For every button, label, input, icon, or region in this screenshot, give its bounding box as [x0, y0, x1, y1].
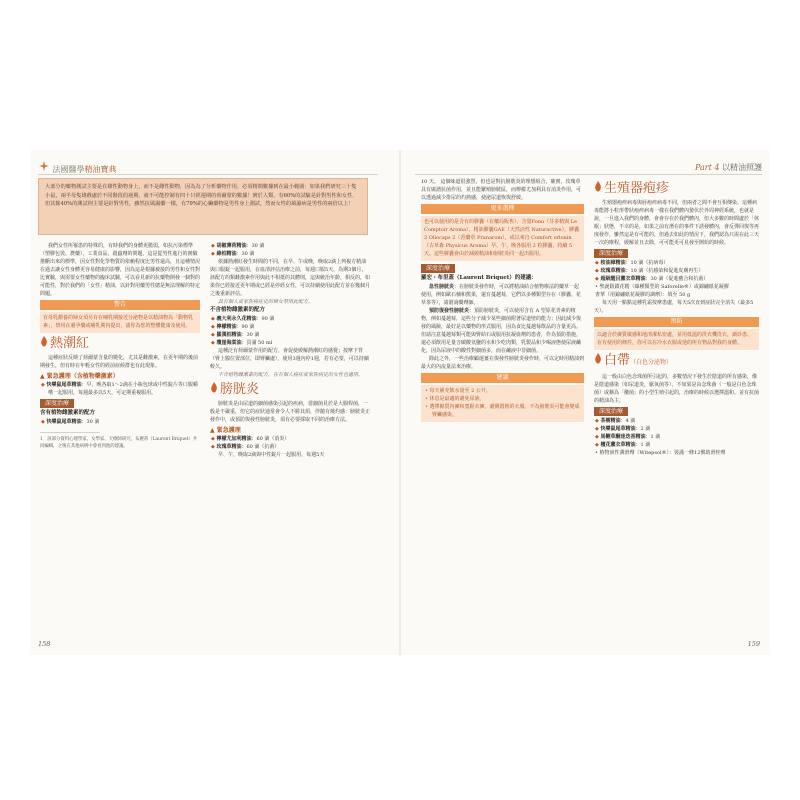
italic-note: 不含植物雌激素的配方，在有個人癌症或家族病史的女性也適用。 [218, 372, 364, 378]
deep-treatment-tag: 深度治療 [594, 249, 628, 258]
list-item: • 聖誕鈕鎖花精（綠種類型的 Saforelle®）或錦繡紙花凝膠 [595, 284, 729, 290]
list-item: ◆ 快樂鼠尾草精油：早，晚各取1～2滴在小瓶包球或中性錠片等口服嚼嚐一起服用，每週最多以5天，可定期重複服用。 [41, 382, 198, 396]
list-item: ◆ 羅漢柏精油：30 滴 [211, 332, 260, 338]
paragraph: 這種症狀反映了荷爾蒙含量的變化，尤其是雌激素，在更年期的後前期發生，但有時在年輕女性的經前症候群也有此現象。 [40, 355, 199, 369]
list-item: ◆ 胡椒薄荷精油：30 滴 [211, 243, 265, 249]
section-title-cystitis: 膀胱炎 [210, 382, 370, 398]
urgent-care-heading: ▲ 緊急護理 [210, 427, 241, 434]
list-item: ◆ 超級醒目薰衣草精油：30 滴（促進癒合和抗菌） [595, 276, 709, 282]
page-number: 159 [747, 640, 760, 648]
list-item: ◆ 檸檬精油：90 滴 [211, 324, 255, 330]
paragraph: 依據熱潮紅發生時間的不同，在早、午或晚，晚取2滴上列複方精油與口服錠一起服用，在血清評估治療之前，每週口服5天，為期3個月，該配方的類雌激素作用與此不相抵的其體則，這與統治年齡，相反的，如果你已經接近更年期或已經是停經女性，可以持續使用此配方並在幾個月之後重新評估。 [210, 259, 370, 297]
list-item: • 植物液性潤滑劑（Witepsol®）：裝滿一條12號助滑栓劑 [595, 450, 726, 456]
italic-note: 具有個人或家族癌症史的婦女禁用此配方。 [218, 299, 314, 305]
list-item: ◆ 義大利永久花精油：90 滴 [211, 316, 275, 322]
list-item: 書華（用錦繡紙花凝膠的調劑）：填至 50 g [595, 292, 691, 298]
paragraph: 這種泛有荷爾蒙作用的配方，會促使緩解熱潮紅的感覺；按摩下背（腎上腺位置部位，即腎臟處），使用3週內停1週，若有必要，可以持續較久。 [210, 348, 369, 370]
paragraph: 我們女性所罹患的特殊的，有時我們的身體更脆弱，如抗污染標準（塑膠包裝、農藥），工業食品，殺蟲劑的問題，這是從男性進行的實驗推斷出來的標準，因女性對化學物質的依賴程度比男性還高，且這種情況在過去讓女性身體更容易健康的影響，因為這是根據被接的男性和女性對比實驗，與需要女性藥物的臨床試驗，可以看見新的抗藥物開發一個對的可能性，對於我們的「女性」精油，以針對用藥男性總是無法理解的特定問題。 [40, 243, 200, 297]
section-flame-icon [210, 382, 218, 394]
urgent-care-heading: ▲ 緊急護理（含植物藥激素） [40, 373, 119, 380]
left-running-head: 法國醫學精油寶典 [38, 160, 117, 175]
right-running-head: Part 4 以精油照護 [694, 163, 762, 172]
page-number: 158 [38, 640, 51, 648]
deep-treatment-tag: 深度治療 [421, 264, 455, 273]
paragraph: 早、午，晚取2滴與中性錠片一起服用，每週5天 [218, 452, 325, 458]
list-item: ◆ 玫瑰草精油：60 滴（抗菌） [211, 444, 280, 450]
list-item: ◆ 茶樹精油：4 滴 [595, 418, 636, 424]
list-item: ◆ 玫瑰草精油：10 滴（抗感染和促進皮膚再生） [595, 268, 704, 274]
book-spread [30, 150, 770, 655]
paragraph: 急性膀胱炎：在膀胱炎發作時，可以將精油結合植物療法的藥草一起使用，例如歐石楠和熊果，還有蔓越莓，它們以多種類型存在（膠囊、花草茶等），請諮詢藥劑師。 [421, 284, 582, 306]
header-rule [38, 174, 378, 175]
list-item: ◆ 瓊崖海棠油：買滿 50 ml [211, 340, 273, 346]
advice-bar: 建議 [421, 373, 584, 383]
paragraph: 10 天。 這個味道很強烈，但也是對抗膀胱炎的理想組合，確實，玫瑰草具有廣譜抗菌作用，並且能繁殖膀胱區，而檸檬尤加利具有消炎作用，可以透過減少排尿的灼熱感，使泌尿道恢復舒緩。 [421, 179, 582, 201]
paragraph: 預防復發性膀胱炎：預防膀胱炎，可以使用含有 A 型原花青素的植物，例如蔓越莓，這些分子減少某些細菌附著尿道壁的能力；因此減少復發的風險，最好是以藥物的形式服用，因為食比蔓越莓飲品的含量更高。但請注意蔓越莓類可能與腎結石或服用抗凝血劑的患者，作為預防措施，還必須飲用足量含碳酸氫鹽的水和少吃肉類，乳製品和少喝液態使尿液鹼化，因為尿液中的酸性對細菌多，而在鹼液中非細菌。 [421, 308, 582, 354]
pin-icon: ▲ [40, 373, 47, 380]
list-item: ◆ 檸檬尤加利精油：60 滴（消炎） [211, 436, 290, 442]
formula-subheading: 含有植物雌激素的配方 [40, 410, 96, 416]
paragraph: 生殖器疱疹病毒與唇疱疹病毒不同，但兩者之間不會互相傳染。這種病毒能將小粒形帶狀疱疹病毒一樣在我們體內蟄伏於外周神經系統，也就是說，一旦進入我們的身體，會會存在於我們體內，但大多數的時間處於「休眠」狀態，不幸的是，如果之前有潛在的事件下誘發體內，會反彈回復等再度發作，雖然這是有可能的，但過去如此的情況下，我們認為只需在此三天一次的療程，緩解並且去除，可可能更可見發至開始的時候。 [594, 200, 759, 246]
pin-icon: ▲ [210, 427, 217, 434]
section-title-leukorrhea: 白帶（白色分泌物） [594, 353, 759, 371]
left-page [30, 150, 399, 655]
left-col-2 [210, 242, 370, 637]
more-choice-note: 也可以使用的是含有的膠囊（在藥局販售），含量Fonu（芬多精與 Le Comptoir Aroma）、精油膠囊GAE（天然活性 Naturactive），膠囊 2 Oliocaps 2（香藥草 Pranarom），或以來自 Comfort orlonin（古草森 Physicus Aroma）早、午、晚各服用 2 粒膠囊，持續 5 天。這些膠囊會由於減緩精油和膀胱炎同一起出服用。 [421, 216, 584, 261]
paragraph: 這一般由白色念珠菌所引起的，多數情況下發生於陰道的所有感染，像是陰道感染（如尿道炎，厭氧菌等），不如果是由念珠菌（一般是白色念珠菌）或稱為「黴菌」的小型生殖引起的，治療的時候以選擇溫和、並有抗菌的精油為主。 [594, 374, 759, 404]
paragraph: 除此之外，一些治療顧運薑在復發性膀胱炎發作時，可以定時用精油到最大的內流量法來治療。 [421, 356, 584, 370]
prevention-bar: 預防 [594, 317, 759, 327]
section-title-hot-flash: 熱潮紅 [40, 336, 200, 352]
right-col-2 [594, 178, 759, 633]
footnote-rule [40, 432, 100, 433]
advice-note: • 每天補充飲水量至 2 公升。 • 休息是最適的避免尿液。 • 選擇棉質內褲和寬鬆衣褲，避開悶熱的衣服。不為膀胱炎可能會變成腎臟感染。 [421, 385, 584, 422]
warning-bar: 警告 [40, 300, 200, 310]
prevention-note: 以適合於膚質敏感和地清潔私密處，並用低溫的洗衣機洗衣，讀診患、在有使用的條件，你可以在冷水衣服或他的所有物品對我的身體。 [594, 329, 759, 350]
deep-treatment-tag: 深度治療 [40, 399, 74, 408]
warning-note: 有母乳餵養的婦女須另有在哺乳期接近分泌物是以精油物為「動物乳素」，禁用在避孕藥或哺乳期內提出，請你為您的整體健康及使用。 [40, 312, 200, 333]
section-flame-icon [594, 353, 602, 365]
list-item: ◆ 馬鞭草酮迷迭香精油：1 滴 [595, 434, 661, 440]
list-item: ◆ 綠柏精油：30 滴 [211, 251, 255, 257]
list-item: ◆ 快樂鼠尾草精油：30 滴 [41, 419, 100, 425]
footnote: 1 該部分資料心理學家、女學家、天療師研究，布麗蒂（Laurent Briquet）共同編輯，之後在其他病例中會看到他的建議。 [40, 437, 198, 449]
section-flame-icon [594, 181, 602, 193]
section-flame-icon [40, 336, 48, 348]
paragraph: 膀胱炎是由尿道的細菌感染引起的疾病，當細菌見於是大腸桿菌，一般是不嚴重，但它的症狀通常會令人不勝其煩，伴隨有燒灼感：膀胱炎正發作中，或預防復發性膀胱炎，須有必要採取不同的治療方法。 [210, 401, 370, 423]
paragraph: 每天用一點點這種乳霜按摩患處，每天5次直到症狀完全消失（最多5天）。 [594, 300, 754, 314]
flower-icon [38, 165, 53, 174]
header-rule [415, 174, 762, 175]
advisor-name: 羅宏・布里蓋（Laurent Briquet）的建議： [421, 275, 537, 281]
intro-box: 大部分的藥物測試主要是在雄性動物身上，而不是雌性動物，因為為了分析藥物作用，必須精簡數據到在最小範圍：如果我們研究三十隻小鼠，兩半母隻雄戲處於不同階段的週期，就不可能控制有四十只經週期的荷爾蒙的數據！實於人類，有60%的試驗是針對男性和女性，但其餘40%的測試則主要是針對男性，雖然抗風濕藥一樣，有79%的心臟藥物是男性身上測試，然而女性的風濕病是男性的兩倍以上！ [38, 178, 368, 235]
formula-subheading: 不含植物雌激素的配方 [210, 307, 266, 313]
list-item: ◆ 快樂鼠尾草精油：2 滴 [595, 426, 651, 432]
section-title-genital-herpes: 生殖器疱疹 [594, 181, 759, 197]
left-col-1 [40, 242, 200, 637]
right-col-1 [421, 178, 584, 633]
more-choice-bar: 更多選擇 [421, 204, 584, 214]
right-page [401, 150, 770, 655]
list-item: ◆ 桉油樟精油：10 滴（抗病毒） [595, 260, 669, 266]
deep-treatment-tag: 深度治療 [594, 407, 628, 416]
list-item: ◆ 檀花薰衣草精油：1 滴 [595, 442, 651, 448]
